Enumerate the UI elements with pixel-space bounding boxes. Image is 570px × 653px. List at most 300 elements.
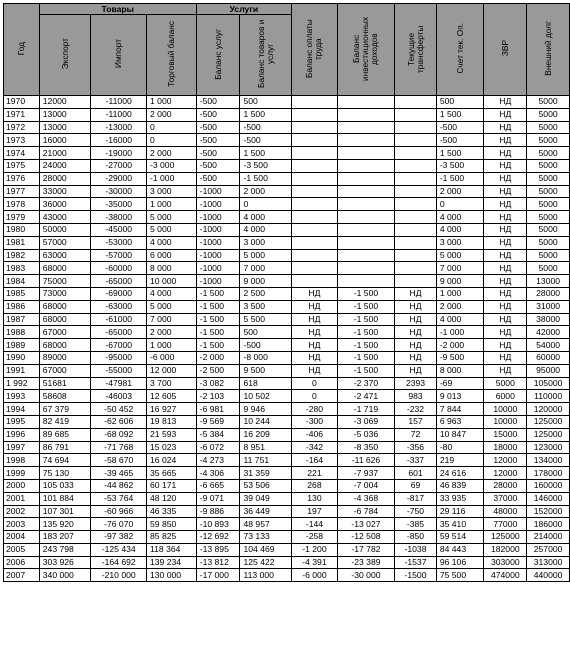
cell-current-account: 33 935 [436, 492, 484, 505]
cell-external-debt: 152000 [527, 505, 570, 518]
cell-external-debt: 146000 [527, 492, 570, 505]
cell-import: -16000 [91, 134, 147, 147]
cell-year: 1972 [4, 121, 40, 134]
header-services-balance-label: Баланс услуг [212, 28, 223, 80]
cell-labor-balance: -342 [292, 441, 338, 454]
cell-external-debt: 5000 [527, 96, 570, 109]
cell-year: 1983 [4, 262, 40, 275]
cell-import: -62 606 [91, 415, 147, 428]
cell-services-balance: -4 306 [196, 467, 240, 480]
cell-labor-balance: 0 [292, 377, 338, 390]
header-investment-income-balance-label: Баланс инвестиционных доходов [351, 16, 380, 81]
cell-current-account: 7 000 [436, 262, 484, 275]
cell-export: 13000 [39, 108, 91, 121]
cell-import: -97 382 [91, 531, 147, 544]
cell-investment-income-balance [337, 198, 394, 211]
cell-services-balance: -6 072 [196, 441, 240, 454]
cell-import: -53 764 [91, 492, 147, 505]
cell-labor-balance: 130 [292, 492, 338, 505]
cell-services-balance: -3 082 [196, 377, 240, 390]
cell-investment-income-balance: -2 370 [337, 377, 394, 390]
cell-year: 1982 [4, 249, 40, 262]
cell-external-debt: 440000 [527, 569, 570, 582]
cell-reserves: 37000 [484, 492, 527, 505]
cell-investment-income-balance: -5 036 [337, 428, 394, 441]
cell-year: 2004 [4, 531, 40, 544]
cell-services-balance: -500 [196, 134, 240, 147]
cell-trade-balance: 35 665 [147, 467, 197, 480]
cell-services-balance: -2 103 [196, 390, 240, 403]
cell-services-balance: -9 569 [196, 415, 240, 428]
cell-investment-income-balance: -23 389 [337, 556, 394, 569]
cell-export: 73000 [39, 287, 91, 300]
cell-import: -65000 [91, 326, 147, 339]
cell-reserves: НД [484, 236, 527, 249]
cell-export: 68000 [39, 339, 91, 352]
cell-year: 1987 [4, 313, 40, 326]
cell-labor-balance: -300 [292, 415, 338, 428]
cell-current-transfers [395, 198, 437, 211]
cell-current-transfers: -356 [395, 441, 437, 454]
header-import-label: Импорт [113, 39, 124, 69]
cell-investment-income-balance [337, 211, 394, 224]
cell-export: 243 798 [39, 543, 91, 556]
cell-investment-income-balance [337, 172, 394, 185]
header-reserves-label: ЗВР [499, 40, 510, 57]
cell-labor-balance: НД [292, 300, 338, 313]
header-labor-balance-label: Баланс оплаты труда [304, 19, 324, 78]
cell-labor-balance [292, 134, 338, 147]
cell-trade-balance: 5 000 [147, 300, 197, 313]
cell-year: 1975 [4, 159, 40, 172]
cell-import: -71 768 [91, 441, 147, 454]
cell-reserves: НД [484, 159, 527, 172]
cell-current-account: -500 [436, 134, 484, 147]
cell-services-balance: -1000 [196, 249, 240, 262]
cell-investment-income-balance: -7 004 [337, 479, 394, 492]
cell-import: -11000 [91, 108, 147, 121]
cell-investment-income-balance: -4 368 [337, 492, 394, 505]
cell-reserves: НД [484, 172, 527, 185]
cell-investment-income-balance: -30 000 [337, 569, 394, 582]
cell-current-account: -500 [436, 121, 484, 134]
cell-investment-income-balance: -1 500 [337, 364, 394, 377]
table-row [4, 147, 570, 160]
cell-external-debt: 5000 [527, 262, 570, 275]
cell-goods-services-balance: 4 000 [240, 223, 292, 236]
cell-trade-balance: 46 335 [147, 505, 197, 518]
table-row [4, 313, 570, 326]
cell-export: 75000 [39, 275, 91, 288]
cell-import: -55000 [91, 364, 147, 377]
cell-services-balance: -1000 [196, 223, 240, 236]
cell-investment-income-balance: -2 471 [337, 390, 394, 403]
cell-services-balance: -500 [196, 121, 240, 134]
cell-reserves: НД [484, 223, 527, 236]
cell-services-balance: -2 000 [196, 351, 240, 364]
cell-current-transfers: НД [395, 351, 437, 364]
cell-export: 63000 [39, 249, 91, 262]
cell-import: -50 452 [91, 403, 147, 416]
cell-current-transfers: НД [395, 300, 437, 313]
cell-reserves: НД [484, 108, 527, 121]
cell-goods-services-balance: 31 359 [240, 467, 292, 480]
cell-current-transfers: 2393 [395, 377, 437, 390]
cell-current-account: 29 116 [436, 505, 484, 518]
cell-investment-income-balance: -1 500 [337, 326, 394, 339]
cell-labor-balance [292, 249, 338, 262]
cell-goods-services-balance: 0 [240, 198, 292, 211]
cell-trade-balance: 59 850 [147, 518, 197, 531]
cell-investment-income-balance [337, 236, 394, 249]
cell-services-balance: -17 000 [196, 569, 240, 582]
cell-reserves: 10000 [484, 415, 527, 428]
cell-year: 2002 [4, 505, 40, 518]
cell-current-account: 2 000 [436, 185, 484, 198]
cell-services-balance: -1 500 [196, 326, 240, 339]
cell-current-transfers [395, 236, 437, 249]
cell-goods-services-balance: -8 000 [240, 351, 292, 364]
cell-trade-balance: 48 120 [147, 492, 197, 505]
cell-year: 1988 [4, 326, 40, 339]
cell-reserves: 18000 [484, 441, 527, 454]
cell-external-debt: 13000 [527, 275, 570, 288]
cell-external-debt: 5000 [527, 121, 570, 134]
cell-reserves: НД [484, 198, 527, 211]
cell-external-debt: 5000 [527, 172, 570, 185]
cell-services-balance: -1000 [196, 198, 240, 211]
cell-import: -60000 [91, 262, 147, 275]
cell-current-account: 4 000 [436, 223, 484, 236]
cell-goods-services-balance: 2 000 [240, 185, 292, 198]
cell-labor-balance: НД [292, 364, 338, 377]
cell-labor-balance: -4 391 [292, 556, 338, 569]
cell-current-account: -1 000 [436, 326, 484, 339]
cell-investment-income-balance [337, 134, 394, 147]
cell-investment-income-balance: -1 500 [337, 351, 394, 364]
cell-current-transfers [395, 275, 437, 288]
cell-external-debt: 31000 [527, 300, 570, 313]
cell-external-debt: 60000 [527, 351, 570, 364]
table-row [4, 518, 570, 531]
cell-external-debt: 5000 [527, 185, 570, 198]
cell-investment-income-balance [337, 108, 394, 121]
cell-services-balance: -500 [196, 159, 240, 172]
cell-investment-income-balance: -8 350 [337, 441, 394, 454]
cell-goods-services-balance: 11 751 [240, 454, 292, 467]
header-services-group: Услуги [196, 4, 291, 15]
cell-services-balance: -9 886 [196, 505, 240, 518]
header-services-balance [196, 15, 240, 96]
cell-year: 1993 [4, 390, 40, 403]
cell-current-account: 6 963 [436, 415, 484, 428]
cell-reserves: 5000 [484, 377, 527, 390]
header-import [91, 15, 147, 96]
cell-trade-balance: 12 605 [147, 390, 197, 403]
cell-reserves: 10000 [484, 403, 527, 416]
cell-import: -65000 [91, 275, 147, 288]
cell-labor-balance: -258 [292, 531, 338, 544]
cell-investment-income-balance: -13 027 [337, 518, 394, 531]
cell-reserves: 6000 [484, 390, 527, 403]
cell-services-balance: -2 500 [196, 364, 240, 377]
cell-goods-services-balance: 500 [240, 326, 292, 339]
cell-current-transfers: -385 [395, 518, 437, 531]
cell-current-account: 4 000 [436, 211, 484, 224]
cell-current-transfers: -1038 [395, 543, 437, 556]
table-row [4, 287, 570, 300]
table-row [4, 108, 570, 121]
cell-trade-balance: 4 000 [147, 236, 197, 249]
header-goods-group: Товары [39, 4, 196, 15]
table-row [4, 467, 570, 480]
cell-reserves: НД [484, 287, 527, 300]
cell-external-debt: 313000 [527, 556, 570, 569]
cell-services-balance: -9 071 [196, 492, 240, 505]
cell-import: -53000 [91, 236, 147, 249]
cell-trade-balance: 2 000 [147, 326, 197, 339]
cell-import: -29000 [91, 172, 147, 185]
cell-services-balance: -1 500 [196, 287, 240, 300]
header-current-account [436, 4, 484, 96]
cell-trade-balance: 8 000 [147, 262, 197, 275]
cell-current-account: -69 [436, 377, 484, 390]
cell-import: -13000 [91, 121, 147, 134]
cell-current-account: 1 500 [436, 147, 484, 160]
cell-current-account: -3 500 [436, 159, 484, 172]
cell-export: 16000 [39, 134, 91, 147]
cell-goods-services-balance: -1 500 [240, 172, 292, 185]
cell-external-debt: 214000 [527, 531, 570, 544]
cell-external-debt: 5000 [527, 134, 570, 147]
cell-services-balance: -4 273 [196, 454, 240, 467]
cell-current-account: 4 000 [436, 313, 484, 326]
cell-external-debt: 125000 [527, 428, 570, 441]
cell-trade-balance: 7 000 [147, 313, 197, 326]
cell-current-account: 7 844 [436, 403, 484, 416]
cell-labor-balance: 0 [292, 390, 338, 403]
cell-labor-balance: -1 200 [292, 543, 338, 556]
header-labor-balance [292, 4, 338, 96]
cell-export: 183 207 [39, 531, 91, 544]
table-row [4, 300, 570, 313]
cell-trade-balance: 21 593 [147, 428, 197, 441]
cell-current-transfers [395, 121, 437, 134]
cell-export: 86 791 [39, 441, 91, 454]
cell-trade-balance: -6 000 [147, 351, 197, 364]
cell-trade-balance: 1 000 [147, 96, 197, 109]
cell-year: 2007 [4, 569, 40, 582]
cell-year: 1977 [4, 185, 40, 198]
cell-year: 1974 [4, 147, 40, 160]
cell-import: -95000 [91, 351, 147, 364]
cell-external-debt: 105000 [527, 377, 570, 390]
cell-import: -11000 [91, 96, 147, 109]
cell-current-transfers [395, 249, 437, 262]
cell-current-transfers [395, 147, 437, 160]
cell-current-account: -1 500 [436, 172, 484, 185]
cell-export: 50000 [39, 223, 91, 236]
cell-goods-services-balance: 104 469 [240, 543, 292, 556]
table-row [4, 172, 570, 185]
cell-current-transfers: НД [395, 364, 437, 377]
cell-external-debt: 134000 [527, 454, 570, 467]
cell-export: 21000 [39, 147, 91, 160]
cell-year: 2001 [4, 492, 40, 505]
cell-reserves: 303000 [484, 556, 527, 569]
cell-services-balance: -10 893 [196, 518, 240, 531]
cell-trade-balance: 16 927 [147, 403, 197, 416]
cell-current-account: 46 839 [436, 479, 484, 492]
cell-import: -210 000 [91, 569, 147, 582]
table-row [4, 223, 570, 236]
cell-external-debt: 5000 [527, 223, 570, 236]
cell-trade-balance: 0 [147, 121, 197, 134]
cell-import: -44 862 [91, 479, 147, 492]
cell-labor-balance [292, 211, 338, 224]
table-row [4, 415, 570, 428]
cell-labor-balance: НД [292, 339, 338, 352]
cell-import: -57000 [91, 249, 147, 262]
table-row [4, 262, 570, 275]
cell-export: 107 301 [39, 505, 91, 518]
table-body [4, 96, 570, 582]
cell-labor-balance [292, 121, 338, 134]
cell-year: 1997 [4, 441, 40, 454]
cell-trade-balance: 139 234 [147, 556, 197, 569]
cell-import: -60 966 [91, 505, 147, 518]
cell-current-account: 35 410 [436, 518, 484, 531]
cell-external-debt: 42000 [527, 326, 570, 339]
cell-current-account: -2 000 [436, 339, 484, 352]
cell-export: 36000 [39, 198, 91, 211]
cell-current-transfers [395, 134, 437, 147]
cell-services-balance: -1 500 [196, 300, 240, 313]
table-row [4, 428, 570, 441]
cell-export: 101 884 [39, 492, 91, 505]
cell-external-debt: 257000 [527, 543, 570, 556]
header-current-account-label: Счет тек. Оп. [454, 23, 465, 74]
cell-import: -45000 [91, 223, 147, 236]
table-row [4, 249, 570, 262]
cell-current-account: 219 [436, 454, 484, 467]
cell-trade-balance: 0 [147, 134, 197, 147]
cell-investment-income-balance: -17 782 [337, 543, 394, 556]
cell-year: 1979 [4, 211, 40, 224]
cell-year: 1978 [4, 198, 40, 211]
table-row [4, 492, 570, 505]
cell-external-debt: 28000 [527, 287, 570, 300]
cell-trade-balance: 85 825 [147, 531, 197, 544]
header-current-transfers [395, 4, 437, 96]
cell-labor-balance [292, 185, 338, 198]
header-trade-balance-label: Торговый баланс [165, 21, 176, 87]
cell-current-transfers: НД [395, 313, 437, 326]
cell-trade-balance: 130 000 [147, 569, 197, 582]
cell-export: 82 419 [39, 415, 91, 428]
cell-export: 33000 [39, 185, 91, 198]
table-row [4, 198, 570, 211]
cell-investment-income-balance [337, 249, 394, 262]
cell-labor-balance: НД [292, 326, 338, 339]
cell-goods-services-balance: 16 209 [240, 428, 292, 441]
cell-export: 74 694 [39, 454, 91, 467]
cell-export: 75 130 [39, 467, 91, 480]
table-row [4, 543, 570, 556]
cell-reserves: НД [484, 275, 527, 288]
cell-year: 1981 [4, 236, 40, 249]
cell-services-balance: -1000 [196, 236, 240, 249]
cell-labor-balance: 268 [292, 479, 338, 492]
cell-labor-balance: -164 [292, 454, 338, 467]
cell-investment-income-balance [337, 275, 394, 288]
table-row [4, 121, 570, 134]
cell-current-transfers: 72 [395, 428, 437, 441]
cell-goods-services-balance: 3 500 [240, 300, 292, 313]
cell-current-transfers: НД [395, 339, 437, 352]
cell-reserves: НД [484, 313, 527, 326]
cell-current-account: 9 000 [436, 275, 484, 288]
balance-of-payments-table [3, 3, 570, 582]
cell-goods-services-balance: 500 [240, 96, 292, 109]
cell-external-debt: 38000 [527, 313, 570, 326]
cell-current-account: 0 [436, 198, 484, 211]
cell-year: 1970 [4, 96, 40, 109]
cell-year: 1994 [4, 403, 40, 416]
cell-export: 340 000 [39, 569, 91, 582]
table-row [4, 505, 570, 518]
cell-services-balance: -1000 [196, 185, 240, 198]
cell-investment-income-balance: -6 784 [337, 505, 394, 518]
cell-current-transfers [395, 172, 437, 185]
cell-current-account: 10 847 [436, 428, 484, 441]
cell-goods-services-balance: 39 049 [240, 492, 292, 505]
cell-investment-income-balance: -7 937 [337, 467, 394, 480]
cell-labor-balance: НД [292, 287, 338, 300]
cell-import: -58 670 [91, 454, 147, 467]
cell-external-debt: 5000 [527, 147, 570, 160]
table-row [4, 275, 570, 288]
cell-reserves: НД [484, 249, 527, 262]
cell-goods-services-balance: 3 000 [240, 236, 292, 249]
cell-goods-services-balance: 1 500 [240, 108, 292, 121]
cell-investment-income-balance [337, 121, 394, 134]
cell-import: -38000 [91, 211, 147, 224]
header-trade-balance [147, 15, 197, 96]
cell-external-debt: 5000 [527, 108, 570, 121]
cell-investment-income-balance [337, 223, 394, 236]
cell-reserves: НД [484, 364, 527, 377]
cell-labor-balance: НД [292, 313, 338, 326]
cell-services-balance: -12 692 [196, 531, 240, 544]
cell-current-account: 3 000 [436, 236, 484, 249]
cell-current-account: 75 500 [436, 569, 484, 582]
cell-goods-services-balance: 9 946 [240, 403, 292, 416]
cell-year: 1 992 [4, 377, 40, 390]
cell-current-transfers: -817 [395, 492, 437, 505]
cell-reserves: НД [484, 339, 527, 352]
cell-services-balance: -1 500 [196, 313, 240, 326]
cell-import: -61000 [91, 313, 147, 326]
cell-reserves: 28000 [484, 479, 527, 492]
table-row [4, 569, 570, 582]
cell-trade-balance: 12 000 [147, 364, 197, 377]
cell-current-transfers: 983 [395, 390, 437, 403]
cell-year: 1998 [4, 454, 40, 467]
cell-reserves: 182000 [484, 543, 527, 556]
cell-current-account: -9 500 [436, 351, 484, 364]
cell-goods-services-balance: 113 000 [240, 569, 292, 582]
